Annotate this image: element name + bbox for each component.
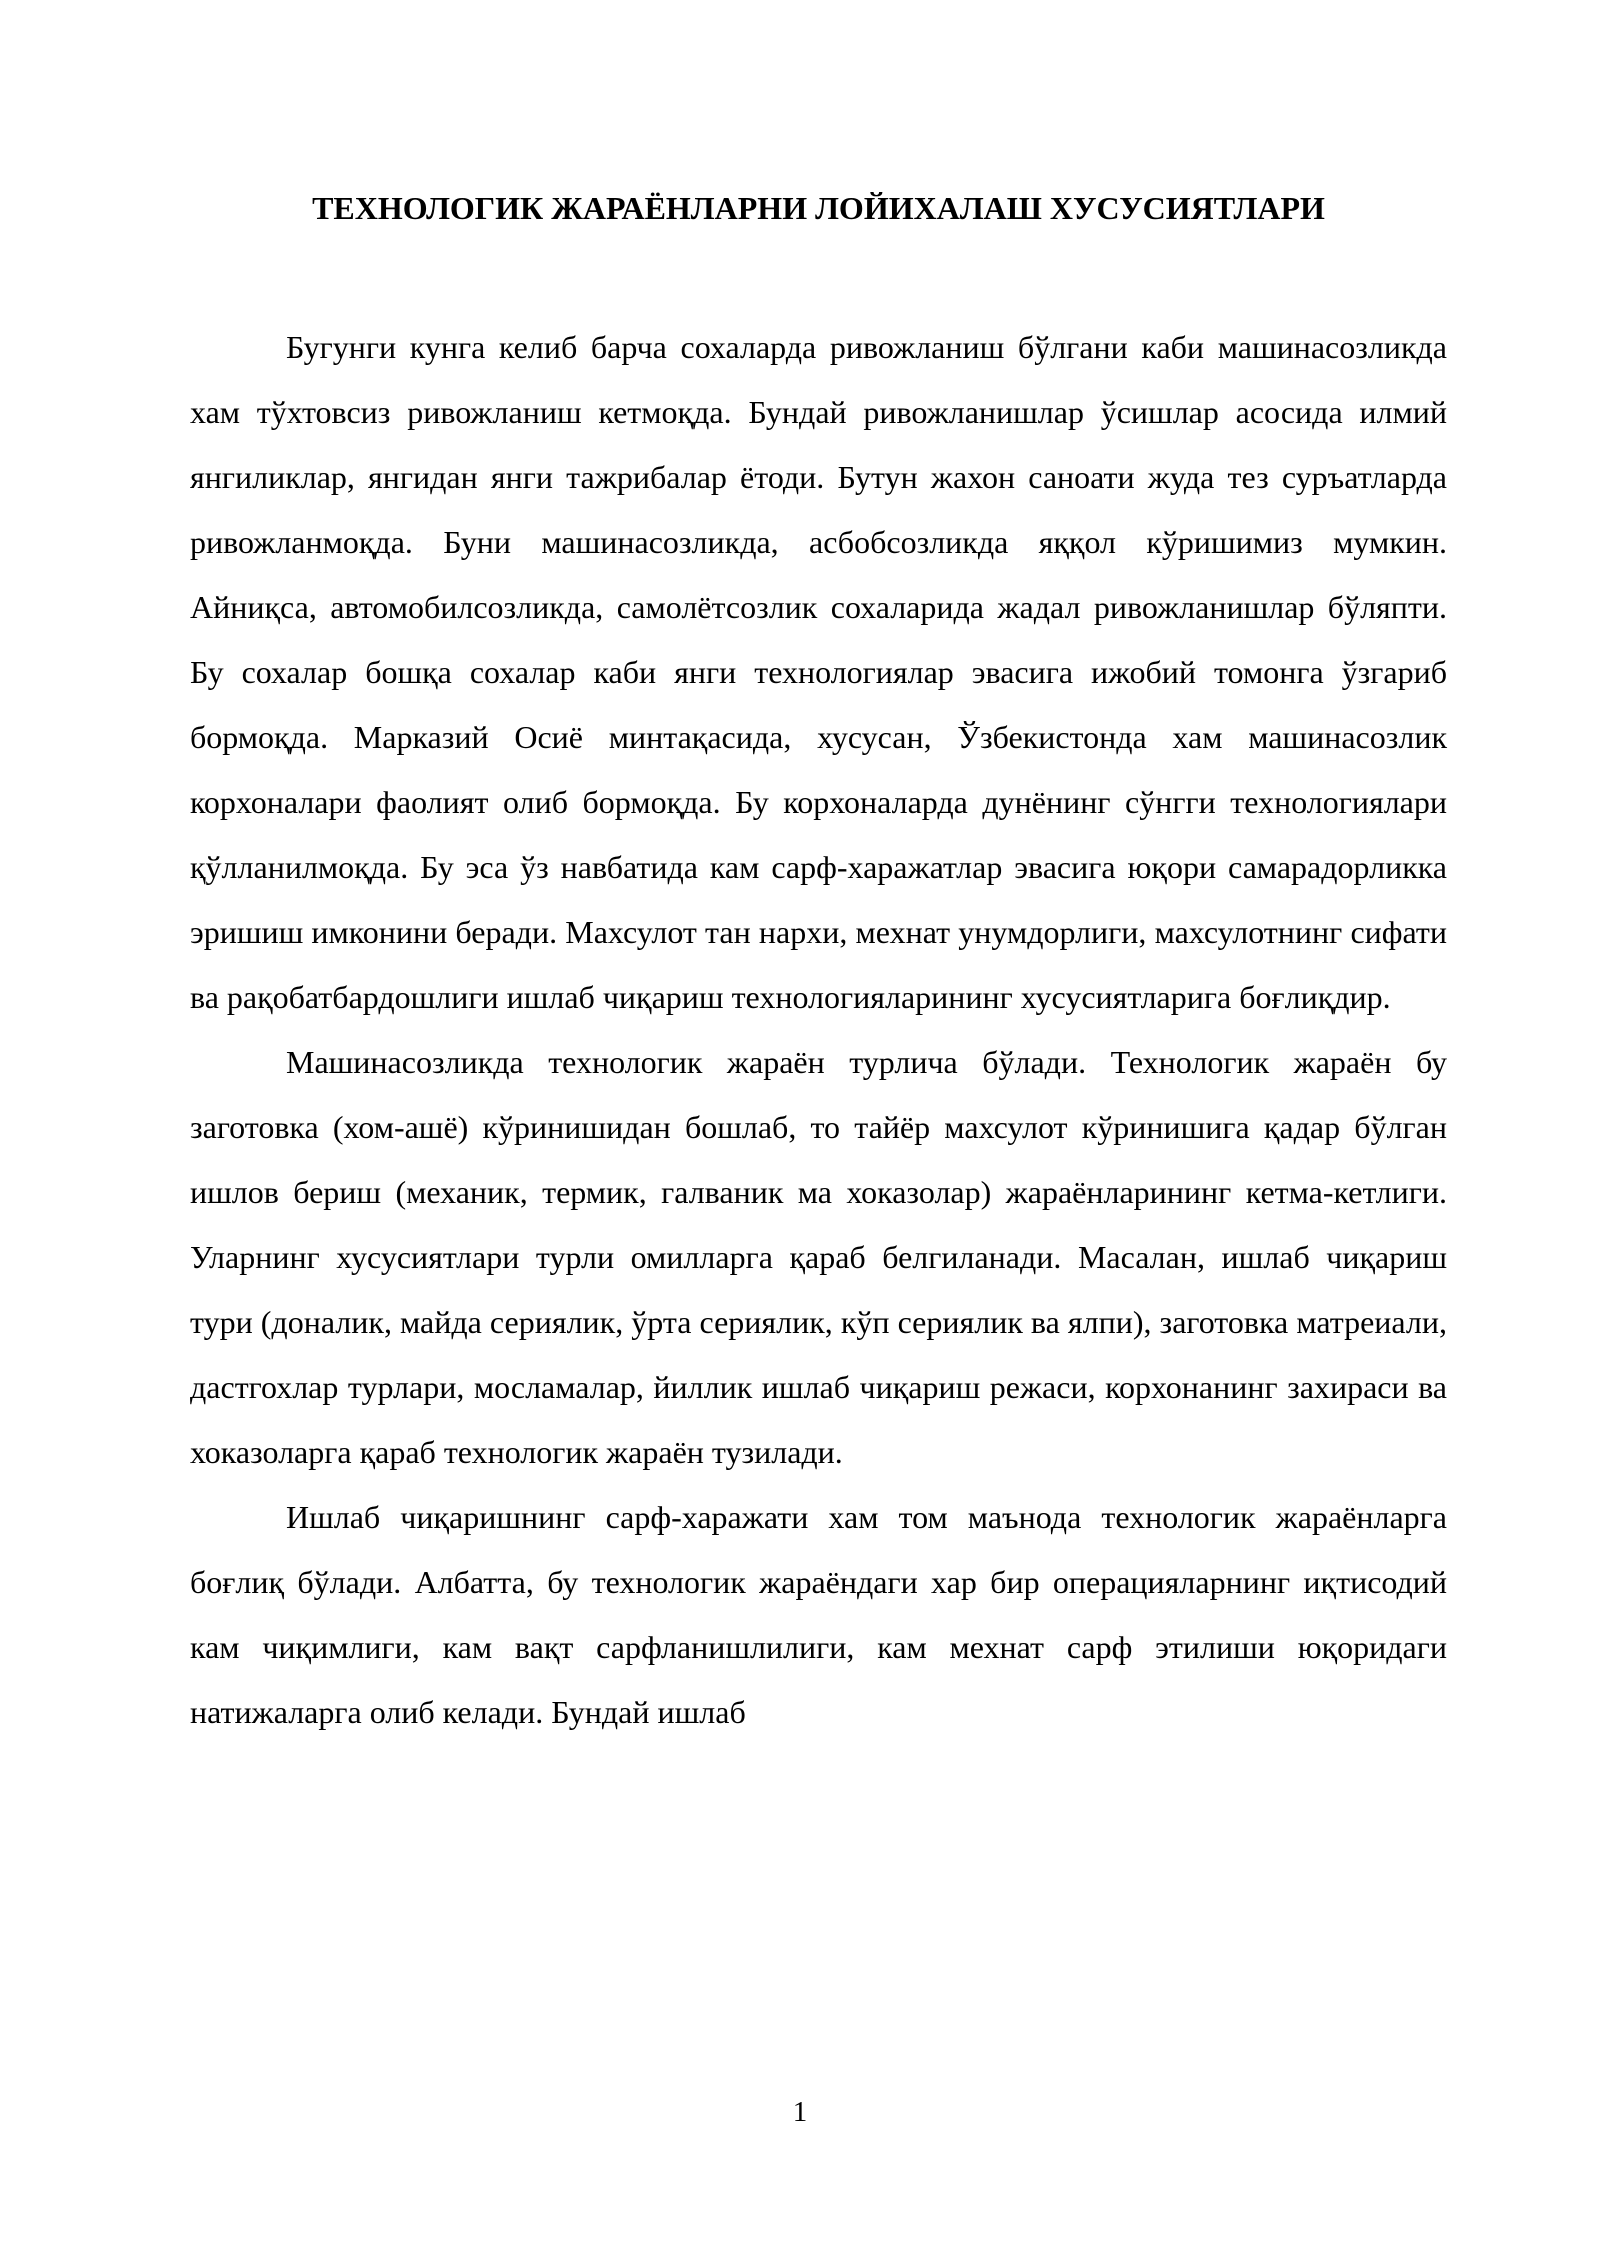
paragraph-3: Ишлаб чиқаришнинг сарф-харажати хам том маънода технологик жараёнларга боғлиқ бўлади. Албатта, бу технологик жараёндаги хар бир операцияларнинг иқтисодий кам чиқимлиги, кам вақт сарфланишлилиги, кам мехнат сарф этилиши юқоридаги натижаларга олиб келади. Бундай ишлаб [190, 1499, 1447, 1730]
document-title: ТЕХНОЛОГИК ЖАРАЁНЛАРНИ ЛОЙИХАЛАШ ХУСУСИЯТЛАРИ [312, 190, 1325, 226]
paragraph-2: Машинасозликда технологик жараён турлича бўлади. Технологик жараён бу заготовка (хом-ашё) кўринишидан бошлаб, то тайёр махсулот кўринишига қадар бўлган ишлов бериш (механик, термик, галваник ма хоказолар) жараёнларининг кетма-кетлиги. Уларнинг хусусиятлари турли омилларга қараб белгиланади. Масалан, ишлаб чиқариш тури (доналик, майда сериялик, ўрта сериялик, кўп сериялик ва ялпи), заготовка матреиали, дастгохлар турлари, мосламалар, йиллик ишлаб чиқариш режаси, корхонанинг захираси ва хоказоларга қараб технологик жараён тузилади. [190, 1044, 1447, 1470]
document-body [190, 315, 1447, 1745]
paragraph-1: Бугунги кунга келиб барча сохаларда ривожланиш бўлгани каби машинасозликда хам тўхтовсиз ривожланиш кетмоқда. Бундай ривожланишлар ўсишлар асосида илмий янгиликлар, янгидан янги тажрибалар ётоди. Бутун жахон саноати жуда тез суръатларда ривожланмоқда. Буни машинасозликда, асбобсозликда яққол кўришимиз мумкин. Айниқса, автомобилсозликда, самолётсозлик сохаларида жадал ривожланишлар бўляпти. Бу сохалар бошқа сохалар каби янги технологиялар эвасига ижобий томонга ўзгариб бормоқда. Марказий Осиё минтақасида, хусусан, Ўзбекистонда хам машинасозлик корхоналари фаолият олиб бормоқда. Бу корхоналарда дунёнинг сўнгги технологиялари қўлланилмоқда. Бу эса ўз навбатида кам сарф-харажатлар эвасига юқори самарадорликка эришиш имконини беради. Махсулот тан нархи, мехнат унумдорлиги, махсулотнинг сифати ва рақобатбардошлиги ишлаб чиқариш технологияларининг хусусиятларига боғлиқдир. [190, 329, 1447, 1015]
page-number: 1 [792, 2096, 808, 2128]
